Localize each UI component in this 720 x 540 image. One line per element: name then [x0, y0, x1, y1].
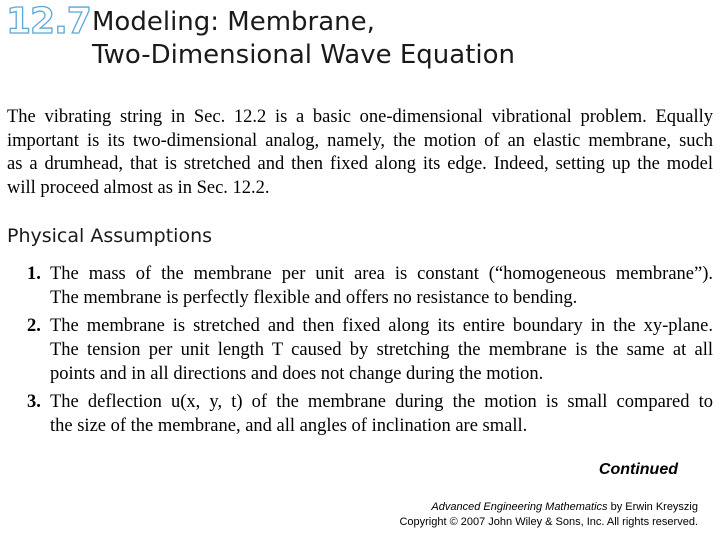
- section-heading: Physical Assumptions: [7, 225, 213, 247]
- intro-line: The vibrating string in Sec. 12.2 is a basic one-dimensional vibrational problem. Equally: [7, 107, 713, 127]
- assumption-line: The membrane is perfectly flexible and offers no resistance to bending.: [50, 288, 578, 308]
- copyright: Copyright © 2007 John Wiley & Sons, Inc. All rights reserved.: [399, 516, 698, 528]
- assumption-line: The mass of the membrane per unit area is constant (“homogeneous membrane”).: [50, 264, 713, 284]
- assumption-line: The tension per unit length T caused by stretching the membrane is the same at all: [50, 340, 713, 360]
- assumption-item-2: [27, 314, 713, 386]
- page-title: [92, 6, 515, 72]
- intro-line: will proceed almost as in Sec. 12.2.: [7, 178, 270, 199]
- assumption-number: 2.: [27, 316, 41, 336]
- assumption-item-1: [27, 262, 713, 310]
- title-line-1: Modeling: Membrane,: [92, 7, 375, 37]
- assumption-item-3: [27, 390, 713, 438]
- assumption-number: 3.: [27, 392, 41, 412]
- assumption-line: points and in all directions and does not change during the motion.: [50, 364, 544, 384]
- book-author: by Erwin Kreyszig: [610, 501, 698, 513]
- assumption-line: The deflection u(x, y, t) of the membrane during the motion is small compared to: [50, 392, 713, 412]
- book-title: Advanced Engineering Mathematics: [431, 501, 608, 513]
- assumption-number: 1.: [27, 264, 41, 284]
- continued-label: Continued: [598, 461, 678, 478]
- intro-line: as a drumhead, that is stretched and then fixed along its edge. Indeed, setting up the model: [7, 154, 713, 175]
- assumption-line: The membrane is stretched and then fixed along its entire boundary in the xy-plane.: [50, 316, 713, 336]
- intro-line: important is its two-dimensional analog, namely, the motion of an elastic membrane, such: [7, 130, 713, 151]
- assumption-line: the size of the membrane, and all angles of inclination are small.: [50, 416, 528, 436]
- footer: [399, 500, 698, 530]
- intro-paragraph: [7, 106, 713, 201]
- title-line-2: Two-Dimensional Wave Equation: [92, 40, 516, 70]
- section-number: 12.7: [6, 1, 91, 42]
- footer-attribution: [399, 500, 698, 515]
